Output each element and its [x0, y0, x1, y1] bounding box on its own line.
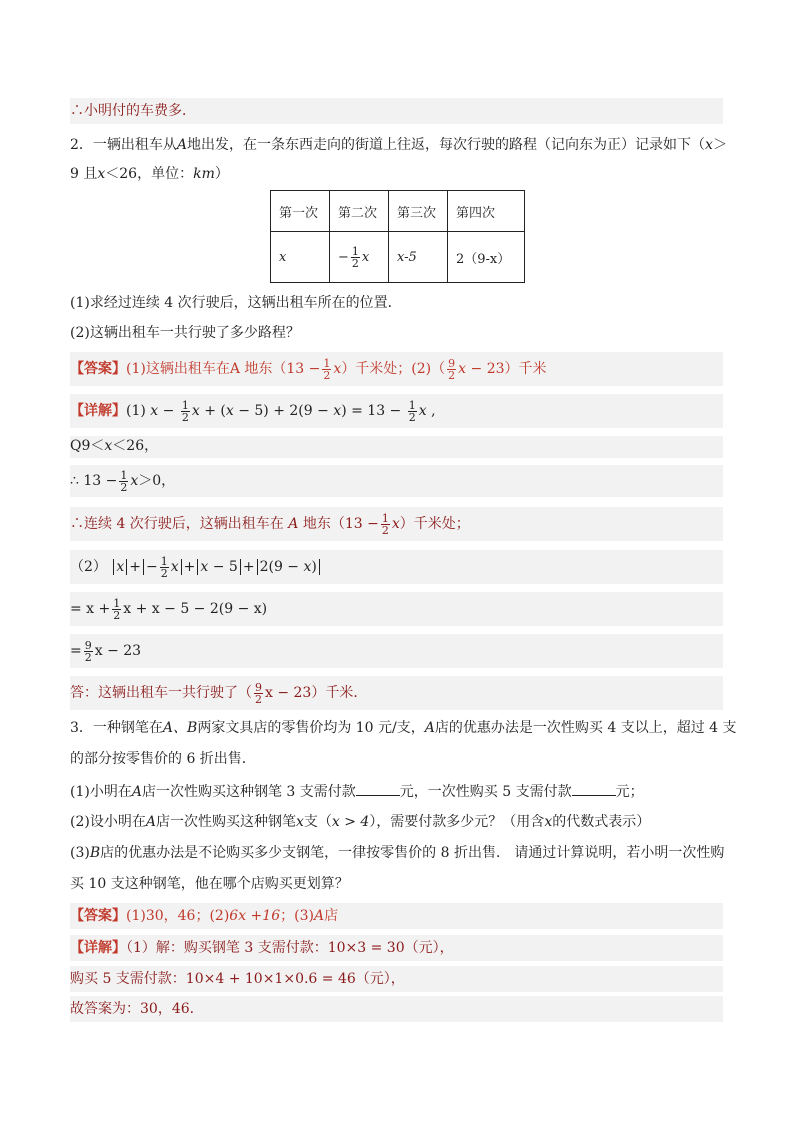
frac-num: 1	[160, 554, 168, 568]
frac-den: 2	[160, 566, 168, 580]
frac-num: 1	[323, 356, 331, 370]
table-cell: x	[271, 232, 330, 283]
q3-detail-1	[70, 935, 723, 961]
var-x: x	[225, 403, 234, 419]
detail-tag: 【详解】	[70, 403, 126, 419]
q2-text: 2．一辆出租车从	[70, 137, 177, 153]
q2-text: ）	[214, 166, 229, 182]
frac-num: 1	[381, 511, 389, 525]
detail-text: = x +	[70, 601, 111, 617]
fraction	[112, 598, 121, 621]
q3-text: 店的优惠办法是一次性购买 4 支以上，超过 4 支	[434, 720, 737, 736]
q3-sub1	[70, 781, 723, 802]
table-cell: x-5	[389, 232, 448, 283]
q3-text: 买 10 支这种钢笔，他在哪个店购买更划算？	[70, 876, 349, 892]
frac-num: 1	[120, 468, 128, 482]
frac-den: 2	[381, 523, 389, 537]
frac-num: 9	[84, 638, 92, 652]
var-x: x	[170, 559, 179, 575]
var-A: A	[288, 516, 299, 532]
fraction	[381, 513, 390, 536]
detail-text: 故答案为：30，46．	[70, 1001, 204, 1017]
q2-sub2-text: (2)这辆出租车一共行驶了多少路程？	[70, 325, 300, 341]
detail-text: x + x − 5 − 2(9 − x)	[123, 601, 268, 617]
abs-term	[113, 559, 127, 575]
previous-conclusion	[70, 98, 723, 124]
q3-text: 元；	[615, 784, 644, 800]
answer-text: ）千米处；(2)（	[341, 361, 446, 377]
frac-den: 2	[120, 480, 128, 494]
detail-text: ＞0，	[138, 473, 176, 489]
table-header: 第一次	[271, 191, 330, 232]
minus-sign: −	[338, 249, 349, 265]
fraction	[119, 470, 128, 493]
detail-text: x − 23）千米．	[265, 685, 368, 701]
q3-var-B: B	[89, 845, 101, 861]
frac-den: 2	[408, 410, 416, 424]
answer-var-A: A	[313, 908, 325, 924]
detail-text: x − 23	[94, 643, 142, 659]
q2-sub2	[70, 323, 723, 343]
var-x: x	[150, 403, 159, 419]
frac-den: 2	[448, 368, 456, 382]
q3-text: 店一次性购买这种钢笔 3 支需付款	[141, 784, 356, 800]
var-x: x	[458, 361, 467, 377]
q3-stem-line2	[70, 749, 723, 769]
var-x: x	[391, 516, 400, 532]
q2-var-x: x	[705, 137, 713, 153]
q3-text: 店一次性购买这种钢笔	[155, 814, 296, 830]
fraction	[447, 358, 456, 381]
var-x: x	[333, 361, 342, 377]
var-x: x	[200, 559, 209, 575]
q2-gt: ＞	[712, 137, 727, 153]
answer-text: 店	[324, 908, 339, 924]
var-x: x	[130, 473, 139, 489]
q2-var-x: x	[97, 166, 106, 182]
frac-num: 9	[255, 680, 262, 694]
q3-var-A: A	[131, 784, 142, 800]
fraction	[351, 246, 360, 269]
q2-answer: 【答案】(1)这辆出租车在A 地东（13 − $\frac{1}{2}$ x）千米处；(2)（ $\frac{9}{2}$ x − 23）千米	[70, 352, 723, 386]
frac-den: 2	[351, 256, 359, 270]
var-x: x	[116, 559, 125, 575]
answer-text: ）千米	[504, 361, 547, 377]
frac-num: 1	[181, 398, 189, 412]
answer-blank	[356, 781, 400, 796]
table-header: 第二次	[330, 191, 389, 232]
q3-condition: x > 4	[331, 814, 370, 830]
q2-stem-line1	[70, 135, 727, 155]
var-x: x	[361, 249, 370, 265]
conclusion-text: ∴小明付的车费多．	[70, 103, 196, 119]
answer-blank	[572, 781, 616, 796]
var-x: x	[333, 403, 342, 419]
q3-detail-2	[70, 966, 723, 992]
q3-text: (2)设小明在	[70, 814, 146, 830]
var-x: x	[418, 403, 427, 419]
q3-text: 元，一次性购买 5 支需付款	[399, 784, 572, 800]
q2-detail-1: 【详解】(1) x − $\frac{1}{2}$ x + (x − 5) + 2(9 − x) = 13 − $\frac{1}{2}$ x ,	[70, 394, 723, 428]
q2-detail-8	[70, 676, 723, 710]
frac-num: 9	[448, 356, 456, 370]
q2-detail-4: ∴连续 4 次行驶后，这辆出租车在 A 地东（13 − $\frac{1}{2}$ x）千米处；	[70, 507, 723, 541]
answer-tag: 【答案】	[70, 361, 126, 377]
frac-den: 2	[323, 368, 331, 382]
q2-sub1	[70, 293, 723, 313]
detail-text: （2）	[70, 559, 107, 575]
answer-text: ；(3)	[280, 908, 314, 924]
q2-detail-2	[70, 436, 723, 458]
detail-text: 答：这辆出租车一共行驶了（	[70, 685, 252, 701]
table-cell	[330, 232, 389, 283]
q2-text: ＜26，单位：	[105, 166, 194, 182]
table-row	[271, 232, 525, 283]
q3-text: (3)	[70, 845, 90, 861]
q3-var-A: A	[424, 720, 435, 736]
q3-text: 3．一种钢笔在	[70, 720, 163, 736]
frac-den: 2	[255, 692, 262, 706]
frac-den: 2	[113, 608, 121, 622]
q2-detail-6	[70, 592, 723, 626]
fraction	[408, 400, 417, 423]
table-row	[271, 191, 525, 232]
q3-var-x: x	[544, 814, 553, 830]
table-cell: 2（9-x）	[448, 232, 525, 283]
q3-var-AB: A、B	[162, 720, 198, 736]
table-header: 第三次	[389, 191, 448, 232]
fraction	[84, 640, 93, 663]
q3-text: 的代数式表示）	[552, 814, 651, 830]
detail-text: 购买 5 支需付款：10×4 + 10×1×0.6 = 46（元），	[70, 971, 405, 987]
detail-text: Q9＜	[70, 438, 105, 454]
q3-text: (1)小明在	[70, 784, 132, 800]
answer-text: (1)30，46；(2)	[126, 908, 230, 924]
detail-text: ∴连续 4 次行驶后，这辆出租车在	[70, 516, 284, 532]
q2-detail-7	[70, 634, 723, 668]
q2-detail-3: ∴ 13 − $\frac{1}{2}$ x＞0，	[70, 465, 723, 497]
q3-detail-3	[70, 996, 723, 1022]
q2-detail-5: （2） x + − $\frac{1}{2}$ x + x − 5 + 2(9 − x)	[70, 550, 723, 584]
q3-text: 的部分按零售价的 6 折出售．	[70, 751, 256, 767]
q2-text: 地出发，在一条东西走向的街道上往返，每次行驶的路程（记向东为正）记录如下（	[187, 137, 706, 153]
frac-num: 1	[113, 596, 121, 610]
q3-sub3-line1	[70, 843, 723, 863]
fraction	[160, 556, 169, 579]
answer-expr: 6x +16	[229, 908, 281, 924]
frac-den: 2	[181, 410, 189, 424]
q3-text: 支（	[303, 814, 332, 830]
frac-num: 1	[351, 244, 359, 258]
detail-text: ）千米处；	[399, 516, 470, 532]
q3-var-x: x	[295, 814, 304, 830]
fraction	[181, 400, 190, 423]
answer-text: (1)这辆出租车在A 地东（13	[126, 361, 305, 377]
frac-num: 1	[408, 398, 416, 412]
detail-text: (1)	[126, 403, 146, 419]
var-x: x	[303, 559, 312, 575]
frac-den: 2	[84, 650, 92, 664]
q3-text: 店的优惠办法是不论购买多少支钢笔，一律按零售价的 8 折出售． 请通过计算说明，若小明一次性购	[100, 845, 725, 861]
detail-text: 地东（13	[302, 516, 363, 532]
route-table	[270, 190, 525, 283]
q3-stem-line1	[70, 718, 737, 738]
q2-sub1-text: (1)求经过连续 4 次行驶后，这辆出租车所在的位置．	[70, 295, 402, 311]
detail-tag: 【详解】	[70, 940, 126, 956]
q3-answer	[70, 903, 723, 929]
q3-text: ），需要付款多少元？（用含	[369, 814, 545, 830]
q2-var-A: A	[176, 137, 188, 153]
q3-sub3-line2	[70, 874, 723, 894]
table-header: 第四次	[448, 191, 525, 232]
fraction	[254, 682, 263, 705]
abs-term: x − 5	[197, 559, 240, 575]
abs-term: 2(9 − x)	[257, 559, 320, 575]
q2-stem-line2	[70, 164, 723, 184]
q2-text: 9 且	[70, 166, 98, 182]
var-x: x	[191, 403, 200, 419]
detail-text: =	[70, 643, 82, 659]
q2-unit: km	[193, 166, 215, 182]
q3-text: 两家文具店的零售价均为 10 元/支，	[197, 720, 425, 736]
abs-term: − $\frac{1}{2}$ x	[143, 559, 182, 575]
q3-sub2	[70, 812, 723, 832]
answer-tag: 【答案】	[70, 908, 126, 924]
fraction	[322, 358, 331, 381]
q3-var-A: A	[145, 814, 156, 830]
detail-text: ∴ 13	[70, 473, 102, 489]
var-x: x	[104, 438, 113, 454]
detail-text: ＜26，	[112, 438, 159, 454]
detail-text: （1）解：购买钢笔 3 支需付款：10×3 = 30（元），	[126, 940, 454, 956]
